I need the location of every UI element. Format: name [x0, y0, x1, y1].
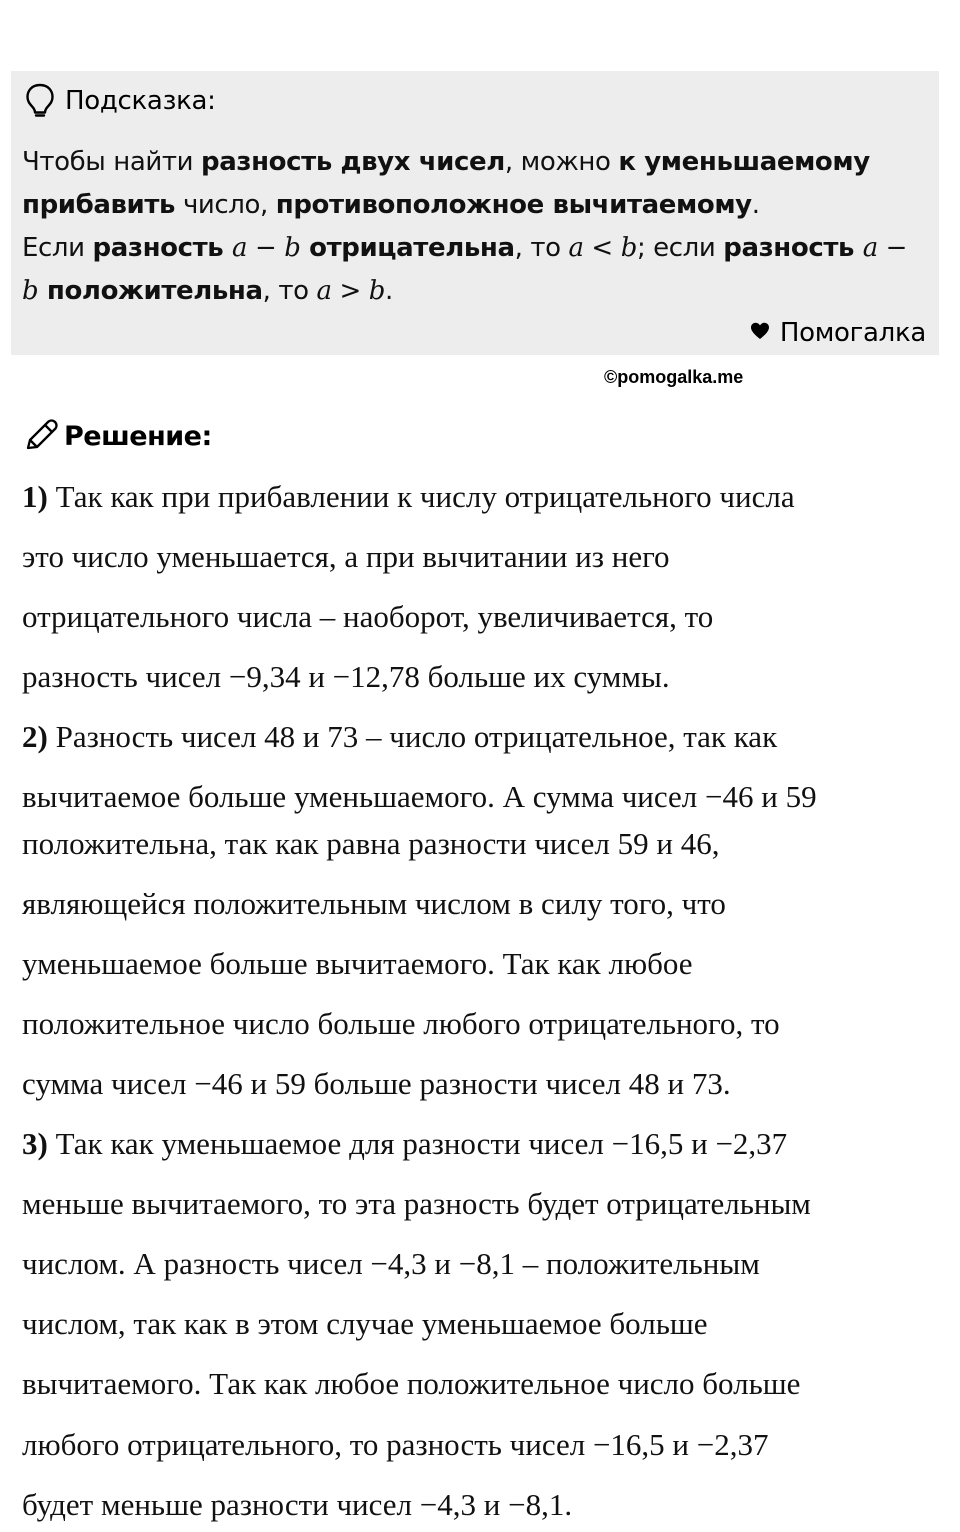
- text-run: , то: [514, 233, 569, 263]
- solution-line: [22, 1364, 800, 1404]
- bold-text: к уменьшаемому: [618, 147, 870, 177]
- copyright-link[interactable]: ©pomogalka.me: [604, 367, 744, 387]
- text-run: уменьшаемое больше вычитаемого. Так как любое: [22, 946, 693, 981]
- text-run: .: [384, 276, 393, 306]
- solution-header: [24, 417, 212, 455]
- text-run: положительное число больше любого отрицательного, то: [22, 1006, 780, 1041]
- solution-line: [22, 884, 726, 924]
- bold-text: противоположное вычитаемому: [275, 190, 752, 220]
- text-run: Так как уменьшаемое для разности чисел −16,5 и −2,37: [47, 1126, 788, 1161]
- solution-line: [22, 477, 795, 517]
- hint-title: Подсказка:: [65, 86, 216, 116]
- brand-name: Помогалка: [779, 318, 926, 348]
- solution-line: [22, 944, 693, 984]
- solution-line: [22, 1184, 811, 1224]
- text-run: число,: [175, 190, 276, 220]
- text-run: −: [247, 233, 285, 263]
- math-variable: b: [22, 276, 39, 306]
- bold-text: 2): [22, 719, 48, 754]
- text-run: будет меньше разности чисел −4,3 и −8,1.: [22, 1487, 573, 1522]
- text-run: разность чисел −9,34 и −12,78 больше их суммы.: [22, 659, 670, 694]
- text-run: ; если: [636, 233, 724, 263]
- brand: [750, 315, 926, 351]
- bold-text: 1): [22, 479, 48, 514]
- solution-line: [22, 1244, 760, 1284]
- math-variable: a: [568, 233, 584, 263]
- heart-icon: [750, 322, 770, 344]
- text-run: вычитаемого. Так как любое положительное число больше: [22, 1366, 801, 1401]
- text-run: <: [583, 233, 621, 263]
- math-variable: b: [620, 233, 637, 263]
- text-run: положительна, так как равна разности чисел 59 и 46,: [22, 826, 720, 861]
- text-run: Так как при прибавлении к числу отрицательного числа: [47, 479, 795, 514]
- text-run: −: [877, 233, 908, 263]
- solution-title: Решение:: [64, 420, 212, 452]
- solution-line: [22, 1124, 787, 1164]
- bold-text: прибавить: [22, 190, 176, 220]
- solution-line: [22, 1004, 780, 1044]
- text-run: являющейся положительным числом в силу того, что: [22, 886, 726, 921]
- hint-line-2: [22, 184, 934, 227]
- solution-line: [22, 1304, 707, 1344]
- text-run: Разность чисел 48 и 73 – число отрицательное, так как: [47, 719, 778, 754]
- text-run: числом, так как в этом случае уменьшаемое больше: [22, 1306, 708, 1341]
- text-run: .: [751, 190, 760, 220]
- solution-line: [22, 777, 817, 817]
- bold-text: положительна: [38, 276, 263, 306]
- text-run: >: [331, 276, 369, 306]
- bold-text: 3): [22, 1126, 48, 1161]
- math-variable: b: [368, 276, 385, 306]
- text-run: Если: [22, 233, 93, 263]
- text-run: , то: [262, 276, 317, 306]
- text-run: числом. А разность чисел −4,3 и −8,1 – положительным: [22, 1246, 760, 1281]
- hint-line-1: [22, 141, 934, 184]
- text-run: отрицательного числа – наоборот, увеличивается, то: [22, 599, 714, 634]
- hint-text: [22, 141, 934, 313]
- math-variable: a: [862, 233, 878, 263]
- text-run: любого отрицательного, то разность чисел −16,5 и −2,37: [22, 1427, 769, 1462]
- lightbulb-icon: [25, 83, 55, 119]
- math-variable: b: [284, 233, 301, 263]
- math-variable: a: [316, 276, 332, 306]
- bold-text: разность: [723, 233, 863, 263]
- bold-text: разность: [92, 233, 232, 263]
- hint-box: [11, 71, 939, 355]
- text-run: сумма чисел −46 и 59 больше разности чисел 48 и 73.: [22, 1066, 731, 1101]
- solution-line: [22, 717, 777, 757]
- pencil-icon: [24, 416, 60, 456]
- hint-line-4: [22, 270, 934, 313]
- bold-text: отрицательна: [300, 233, 515, 263]
- solution-line: [22, 1064, 731, 1104]
- text-run: , можно: [504, 147, 619, 177]
- math-variable: a: [231, 233, 248, 263]
- text-run: это число уменьшается, а при вычитании из него: [22, 539, 670, 574]
- solution-line: [22, 824, 719, 864]
- solution-line: [22, 1425, 769, 1465]
- solution-line: [22, 537, 670, 577]
- text-run: Чтобы найти: [22, 147, 202, 177]
- hint-line-3: [22, 227, 934, 270]
- bold-text: разность двух чисел: [201, 147, 505, 177]
- text-run: вычитаемое больше уменьшаемого. А сумма чисел −46 и 59: [22, 779, 817, 814]
- solution-line: [22, 1485, 572, 1525]
- solution-line: [22, 657, 670, 697]
- text-run: меньше вычитаемого, то эта разность будет отрицательным: [22, 1186, 811, 1221]
- hint-header: [25, 83, 216, 119]
- solution-line: [22, 597, 713, 637]
